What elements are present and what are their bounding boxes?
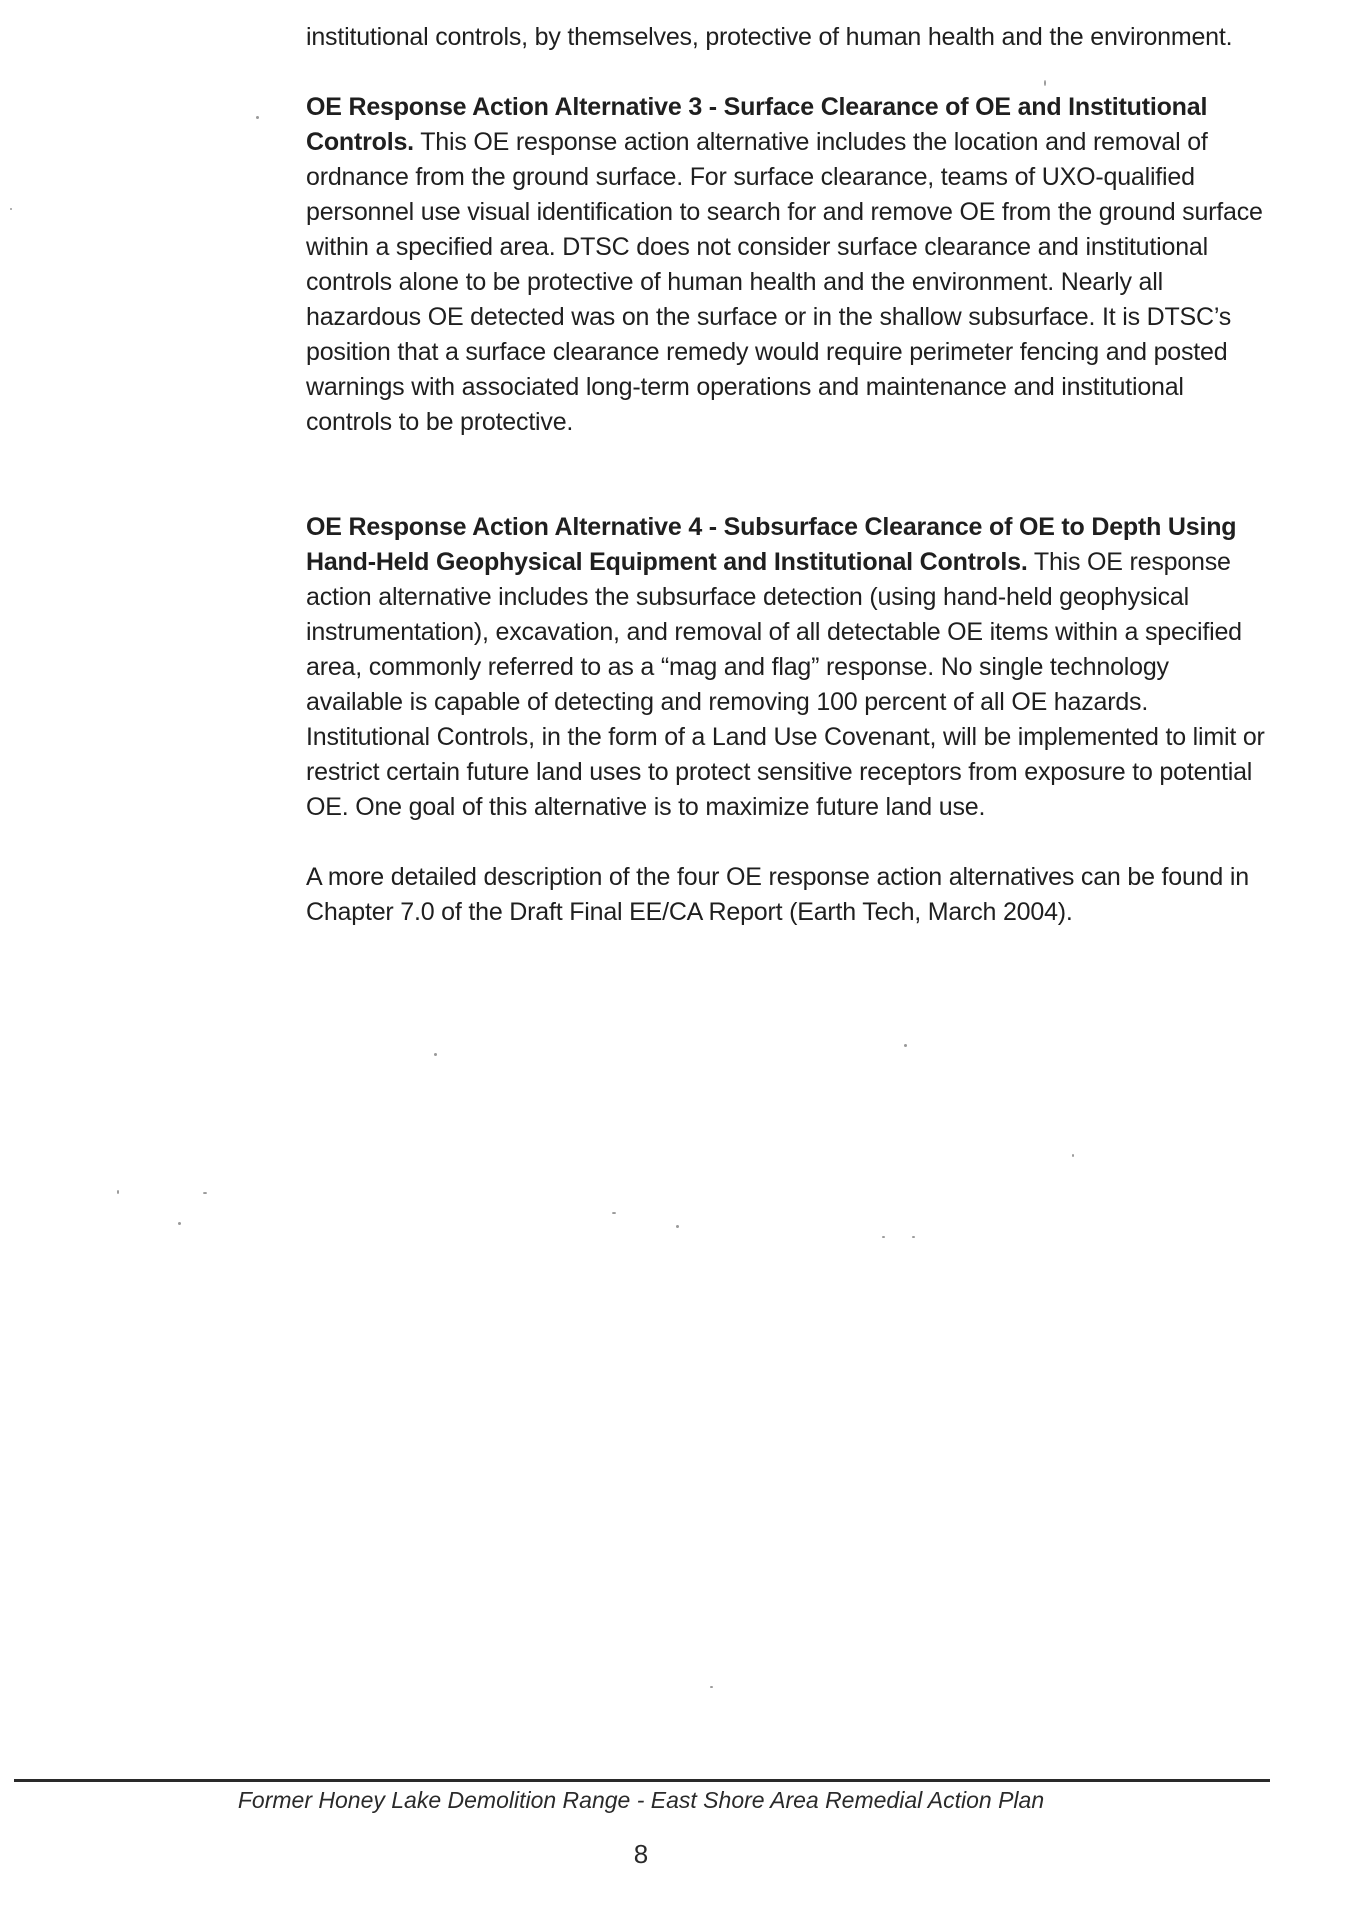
- scan-speck: [256, 116, 259, 119]
- paragraph-alternative-4: [306, 510, 1266, 825]
- paragraph-heading: OE Response Action Alternative 3 - Surface Clearance of OE and Institutional Controls.: [306, 93, 1208, 156]
- paragraph-detailed-description: [306, 860, 1266, 930]
- scan-speck: [117, 1190, 119, 1194]
- paragraph-text: institutional controls, by themselves, protective of human health and the environment.: [306, 23, 1233, 51]
- scan-speck: [710, 1686, 713, 1688]
- scan-speck: [882, 1236, 885, 1238]
- paragraph-text: This OE response action alternative includes the location and removal of ordnance from the ground surface. For surface clearance, teams of UXO-qualified personnel use visual identification to search for and remove OE from the ground surface within a specified area. DTSC does not consider surface clearance and institutional controls alone to be protective of human health and the environment. Nearly all hazardous OE detected was on the surface or in the shallow subsurface. It is DTSC’s position that a surface clearance remedy would require perimeter fencing and posted warnings with associated long-term operations and maintenance and institutional controls to be protective.: [306, 128, 1263, 436]
- paragraph-heading: OE Response Action Alternative 4 - Subsurface Clearance of OE to Depth Using Hand-Held Geophysical Equipment and Institutional Controls.: [306, 513, 1237, 576]
- paragraph-text: A more detailed description of the four OE response action alternatives can be found in Chapter 7.0 of the Draft Final EE/CA Report (Earth Tech, March 2004).: [306, 863, 1249, 926]
- footer-rule: [14, 1779, 1270, 1782]
- footer-title: Former Honey Lake Demolition Range - East Shore Area Remedial Action Plan: [237, 1787, 1045, 1813]
- scan-speck: [612, 1212, 616, 1214]
- scan-speck: [203, 1192, 207, 1194]
- scan-speck: [178, 1222, 181, 1225]
- scan-speck: [1072, 1154, 1074, 1157]
- page-number: 8: [633, 1839, 649, 1869]
- paragraph-alternative-3: [306, 90, 1266, 440]
- scan-speck: [434, 1053, 437, 1056]
- scan-speck: [1044, 80, 1046, 86]
- paragraph-continuation: [306, 20, 1266, 55]
- scan-speck: [912, 1236, 915, 1238]
- paragraph-text: This OE response action alternative includes the subsurface detection (using hand-held geophysical instrumentation), excavation, and removal of all detectable OE items within a specified area, commonly referred to as a “mag and flag” response. No single technology available is capable of detecting and removing 100 percent of all OE hazards. Institutional Controls, in the form of a Land Use Covenant, will be implemented to limit or restrict certain future land uses to protect sensitive receptors from exposure to potential OE. One goal of this alternative is to maximize future land use.: [306, 548, 1265, 821]
- scan-speck: [904, 1044, 907, 1047]
- scan-speck: [676, 1225, 679, 1228]
- scan-speck: [10, 208, 12, 210]
- body-text: [306, 20, 1266, 930]
